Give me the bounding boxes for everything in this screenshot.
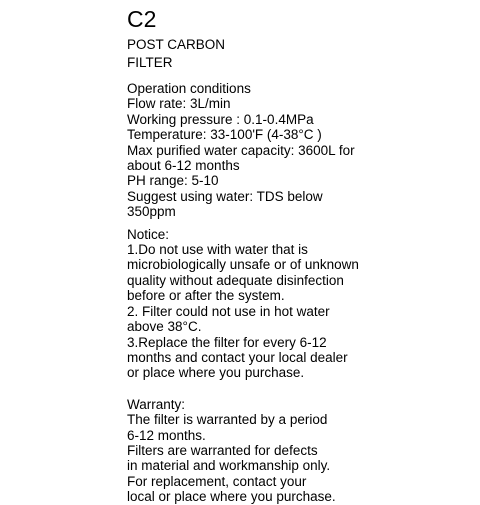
operation-line: Flow rate: 3L/min [127, 96, 231, 112]
warranty-line: in material and workmanship only. [127, 458, 331, 474]
warranty-line: Filters are warranted for defects [127, 442, 318, 458]
notice-line: before or after the system. [127, 288, 285, 304]
operation-conditions-section [127, 81, 467, 220]
notice-line: above 38°C. [127, 319, 202, 335]
product-title [127, 36, 467, 72]
notice-section [127, 227, 467, 381]
notice-line: months and contact your local dealer [127, 349, 348, 365]
warranty-line: local or place where you purchase. [127, 489, 336, 505]
notice-line: 3.Replace the filter for every 6-12 [127, 334, 327, 350]
notice-line: quality without adequate disinfection [127, 272, 344, 288]
operation-line: about 6-12 months [127, 158, 240, 174]
product-code: C2 [127, 6, 157, 32]
operation-line: Temperature: 33-100'F (4-38°C ) [127, 127, 322, 143]
operation-line: Max purified water capacity: 3600L for [127, 142, 355, 158]
notice-line: microbiologically unsafe or of unknown [127, 257, 359, 273]
operation-line: PH range: 5-10 [127, 173, 219, 189]
warranty-section [127, 397, 467, 505]
notice-heading: Notice: [127, 226, 170, 242]
product-title-line: POST CARBON [127, 37, 226, 52]
product-title-line: FILTER [127, 55, 173, 70]
warranty-line: 6-12 months. [127, 427, 206, 443]
warranty-line: For replacement, contact your [127, 473, 307, 489]
operation-line: 350ppm [127, 204, 176, 220]
notice-line: 2. Filter could not use in hot water [127, 303, 330, 319]
operation-heading: Operation conditions [127, 81, 251, 96]
warranty-heading: Warranty: [127, 396, 186, 412]
warranty-line: The filter is warranted by a period [127, 412, 328, 428]
notice-line: or place where you purchase. [127, 365, 305, 381]
operation-line: Suggest using water: TDS below [127, 188, 323, 204]
operation-line: Working pressure : 0.1-0.4MPa [127, 111, 314, 127]
notice-line: 1.Do not use with water that is [127, 242, 308, 258]
filter-label-card [127, 6, 467, 505]
